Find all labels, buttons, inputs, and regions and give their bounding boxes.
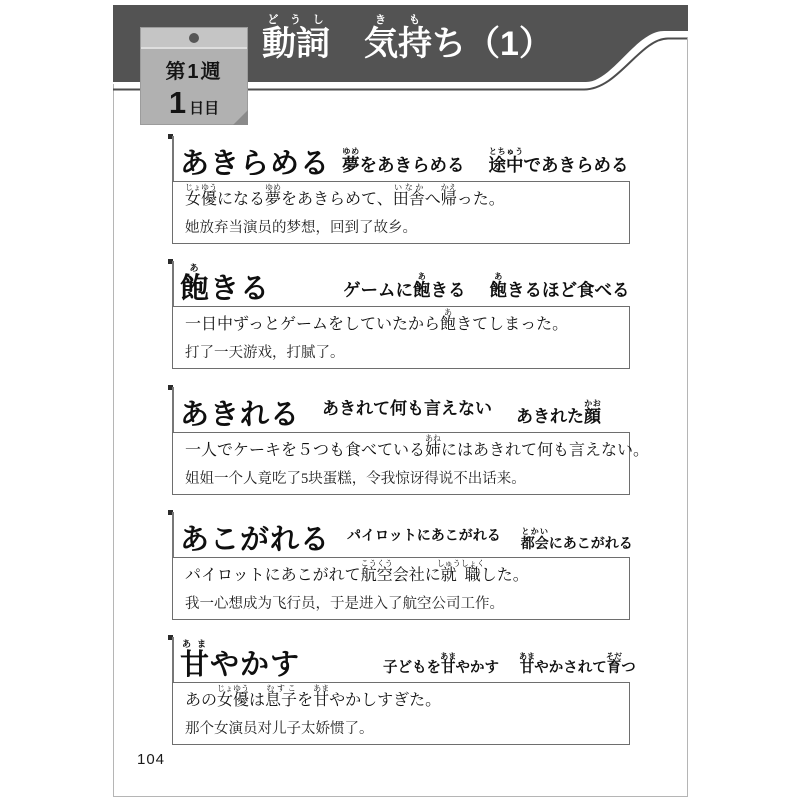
headword-row bbox=[172, 135, 630, 179]
japanese-sentence: 一日中ずっとゲームをしていたから飽あきてしまった。 bbox=[185, 308, 569, 333]
vocab-entry bbox=[172, 636, 636, 745]
headword-row bbox=[172, 386, 630, 430]
vocab-entry bbox=[172, 511, 633, 620]
sentence-box bbox=[172, 306, 630, 369]
headword-row bbox=[172, 511, 633, 556]
day-unit: 日目 bbox=[189, 100, 220, 117]
example-phrase: 夢ゆめをあきらめる bbox=[342, 147, 465, 175]
example-phrases bbox=[383, 652, 636, 677]
chinese-translation: 我一心想成为飞行员，于是进入了航空公司工作。 bbox=[185, 596, 504, 612]
example-phrase: 子どもを甘あまやかす bbox=[383, 651, 499, 676]
calendar-badge bbox=[140, 27, 248, 125]
example-phrase: 都会とかいにあこがれる bbox=[520, 527, 633, 552]
entry-marker-line bbox=[172, 261, 174, 306]
page-number: 104 bbox=[137, 751, 166, 768]
example-phrases bbox=[343, 272, 630, 301]
headword: 飽あきる bbox=[180, 262, 271, 305]
headword: あこがれる bbox=[180, 523, 331, 556]
folded-corner bbox=[233, 110, 248, 125]
page-title: 動詞どうし 気持きもち（1） bbox=[262, 14, 553, 63]
vocab-entry bbox=[172, 135, 630, 244]
headword: あきれる bbox=[180, 398, 301, 431]
entry-marker-line bbox=[172, 136, 174, 181]
entry-marker-line bbox=[172, 512, 174, 557]
headword: 甘あまやかす bbox=[180, 638, 301, 681]
sentence-box bbox=[172, 557, 630, 620]
japanese-sentence: あの女優じょゆうは息子むすこを甘あまやかしすぎた。 bbox=[185, 684, 442, 709]
chinese-translation: 姐姐一个人竟吃了5块蛋糕，令我惊讶得说不出话来。 bbox=[185, 471, 526, 487]
chinese-translation: 那个女演员对儿子太娇惯了。 bbox=[185, 721, 374, 737]
week-label: 第1週 bbox=[165, 61, 223, 83]
example-phrases bbox=[322, 399, 601, 427]
japanese-sentence: パイロットにあこがれて航空こうくう会社に就職しゅうしょくした。 bbox=[185, 559, 529, 584]
day-number: 1 bbox=[168, 85, 187, 120]
day-label bbox=[141, 85, 247, 121]
calendar-ring-icon bbox=[189, 33, 199, 43]
chinese-translation: 她放弃当演员的梦想，回到了故乡。 bbox=[185, 220, 417, 236]
example-phrases bbox=[342, 147, 629, 176]
headword-row bbox=[172, 636, 636, 681]
example-phrase: あきれた顔かお bbox=[516, 398, 601, 426]
example-phrase: 飽あきるほど食べる bbox=[489, 272, 630, 300]
vocab-entry bbox=[172, 386, 650, 495]
entry-marker-line bbox=[172, 387, 174, 432]
example-phrase: ゲームに飽あきる bbox=[343, 272, 466, 300]
sentence-box bbox=[172, 432, 650, 495]
sentence-box bbox=[172, 181, 630, 244]
calendar-top-strip bbox=[141, 28, 247, 49]
example-phrases bbox=[347, 527, 633, 552]
japanese-sentence: 一人でケーキを５つも食べている姉あねにはあきれて何も言えない。 bbox=[185, 434, 650, 459]
headword-row bbox=[172, 260, 630, 304]
example-phrase: パイロットにあこがれる bbox=[347, 527, 501, 544]
japanese-sentence: 女優じょゆうになる夢ゆめをあきらめて、田舎いなかへ帰かえった。 bbox=[185, 183, 505, 208]
example-phrase: あきれて何も言えない bbox=[322, 398, 492, 418]
example-phrase: 途中とちゅうであきらめる bbox=[488, 147, 629, 175]
vocab-entry bbox=[172, 260, 630, 369]
example-phrase: 甘あまやかされて育そだつ bbox=[519, 651, 636, 676]
sentence-box bbox=[172, 682, 630, 745]
entry-marker-line bbox=[172, 637, 174, 682]
headword: あきらめる bbox=[180, 147, 331, 180]
chinese-translation: 打了一天游戏，打腻了。 bbox=[185, 345, 345, 361]
